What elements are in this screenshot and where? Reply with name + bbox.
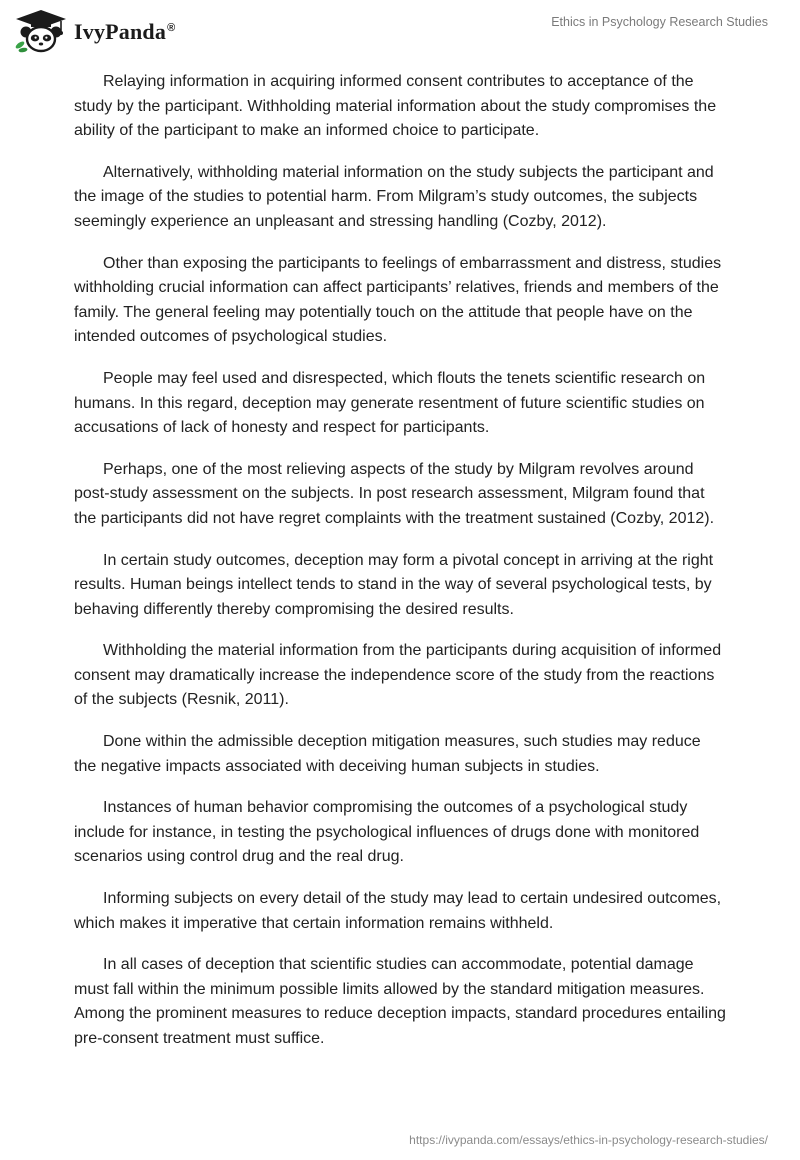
paragraph: In all cases of deception that scientific studies can accommodate, potential damage must fall within the minimum possible limits allowed by the standard mitigation measures. Among the prominent measures to reduce deception impacts, standard procedures entailing pre-consent treatment must suffice. xyxy=(74,956,726,1047)
brand-name xyxy=(74,19,175,45)
registered-mark: ® xyxy=(167,21,176,34)
source-url[interactable]: https://ivypanda.com/essays/ethics-in-psychology-research-studies/ xyxy=(409,1133,768,1147)
paragraph: Withholding the material information from the participants during acquisition of informed consent may dramatically increase the independence score of the study from the reactions of the subjects (Resnik, 2011). xyxy=(74,642,722,709)
document-title: Ethics in Psychology Research Studies xyxy=(551,15,768,29)
paragraph: Perhaps, one of the most relieving aspects of the study by Milgram revolves around post-study assessment on the subjects. In post research assessment, Milgram found that the participants did not have regret complaints with the treatment sustained (Cozby, 2012). xyxy=(74,460,715,527)
brand-wordmark: IvyPanda xyxy=(74,19,167,44)
panda-graduate-icon xyxy=(14,8,68,54)
paragraph: Done within the admissible deception mitigation measures, such studies may reduce the negative impacts associated with deceiving human subjects in studies. xyxy=(74,733,701,775)
ivypanda-logo[interactable] xyxy=(14,8,175,54)
paragraph: Relaying information in acquiring informed consent contributes to acceptance of the study by the participant. Withholding material information about the study compromises the ability of the participant to make an informed choice to participate. xyxy=(74,73,717,140)
page-header xyxy=(0,0,800,64)
paragraph: Other than exposing the participants to feelings of embarrassment and distress, studies withholding crucial information can affect participants’ relatives, friends and members of the family. The general feeling may potentially touch on the attitude that people have on the intended outcomes of psychological studies. xyxy=(74,254,722,346)
essay-body xyxy=(74,70,726,1069)
paragraph: Instances of human behavior compromising the outcomes of a psychological study include for instance, in testing the psychological influences of drugs done with monitored scenarios using control drug and the real drug. xyxy=(74,799,700,866)
paragraph: Alternatively, withholding material information on the study subjects the participant and the image of the studies to potential harm. From Milgram’s study outcomes, the subjects seemingly experience an unpleasant and stressing handling (Cozby, 2012). xyxy=(74,163,714,230)
paragraph: Informing subjects on every detail of the study may lead to certain undesired outcomes, which makes it imperative that certain information remains withheld. xyxy=(74,890,722,932)
paragraph: In certain study outcomes, deception may form a pivotal concept in arriving at the right results. Human beings intellect tends to stand in the way of several psychological tests, by behaving differently thereby compromising the desired results. xyxy=(74,551,714,618)
paragraph: People may feel used and disrespected, which flouts the tenets scientific research on humans. In this regard, deception may generate resentment of future scientific studies on accusations of lack of honesty and respect for participants. xyxy=(74,369,706,437)
